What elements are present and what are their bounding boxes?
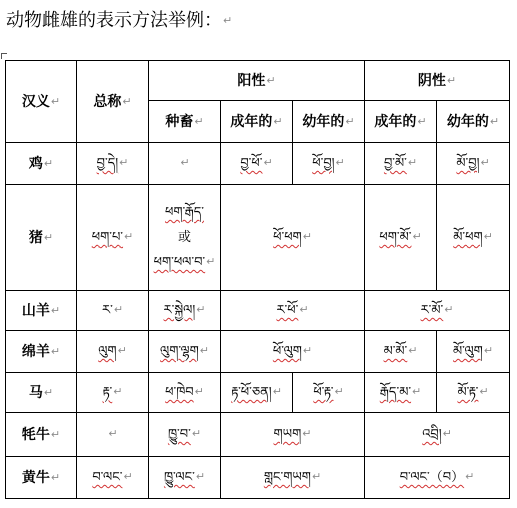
cell-mark-icon: ↵ bbox=[302, 230, 312, 243]
header-female-young-label: 幼年的 bbox=[446, 113, 489, 130]
general-term: ཕག་པ་ bbox=[91, 230, 124, 245]
general-term: བྱ་དེ། bbox=[96, 156, 119, 171]
row-male bbox=[221, 291, 365, 331]
cell-mark-icon: ↵ bbox=[345, 114, 355, 128]
row-breeding bbox=[149, 143, 221, 185]
cell-mark-icon: ↵ bbox=[442, 427, 452, 440]
header-general-label: 总称 bbox=[93, 93, 122, 110]
table-row bbox=[6, 331, 510, 373]
header-male-young-label: 幼年的 bbox=[302, 113, 345, 130]
male-young-term: ཕོ་བྱ། bbox=[312, 156, 335, 171]
cell-mark-icon: ↵ bbox=[199, 344, 209, 357]
breeding-term-2: ཕག་ཕལ་བ་ bbox=[153, 255, 206, 270]
header-general bbox=[77, 61, 149, 143]
breeding-term-1: ཕག་རྒོད་ bbox=[165, 205, 204, 220]
document-title-text: 动物雌雄的表示方法举例： bbox=[6, 10, 222, 31]
row-general bbox=[77, 373, 149, 413]
row-meaning bbox=[6, 185, 77, 291]
row-meaning-text: 鸡 bbox=[28, 155, 43, 172]
row-general bbox=[77, 413, 149, 457]
cell-mark-icon: ↵ bbox=[272, 385, 282, 398]
cell-mark-icon: ↵ bbox=[417, 114, 427, 128]
cell-mark-icon: ↵ bbox=[195, 470, 206, 483]
cell-mark-icon: ↵ bbox=[444, 303, 454, 316]
cell-mark-icon: ↵ bbox=[50, 303, 61, 317]
row-breeding bbox=[149, 457, 221, 499]
cell-mark-icon: ↵ bbox=[194, 385, 204, 398]
header-male-label: 阳性 bbox=[237, 72, 266, 89]
row-male bbox=[221, 331, 365, 373]
cell-mark-icon: ↵ bbox=[43, 156, 54, 170]
female-young-term: མོ་བྱ། bbox=[456, 156, 480, 171]
general-term: རྟ་ bbox=[102, 385, 113, 400]
row-meaning bbox=[6, 291, 77, 331]
header-breeding bbox=[149, 101, 221, 143]
cell-mark-icon: ↵ bbox=[446, 73, 457, 87]
cell-mark-icon: ↵ bbox=[465, 470, 475, 483]
row-male-adult bbox=[221, 143, 293, 185]
row-male-adult bbox=[221, 373, 293, 413]
breeding-term: ལུག་ལྷག bbox=[160, 344, 199, 359]
header-female bbox=[365, 61, 510, 101]
document-title bbox=[6, 10, 232, 32]
cell-mark-icon: ↵ bbox=[180, 156, 190, 169]
row-male bbox=[221, 457, 365, 499]
cell-mark-icon: ↵ bbox=[311, 470, 322, 483]
general-term: ལུག bbox=[98, 344, 117, 359]
breeding-term: ཁྱུ་ལང་ bbox=[163, 470, 195, 485]
row-male bbox=[221, 413, 365, 457]
header-female-adult-label: 成年的 bbox=[374, 113, 417, 130]
male-term: གཡག bbox=[273, 427, 302, 442]
row-female-young bbox=[437, 331, 510, 373]
row-general bbox=[77, 185, 149, 291]
cell-mark-icon: ↵ bbox=[113, 385, 123, 398]
row-female bbox=[365, 413, 510, 457]
female-young-term: མོ་ལུག bbox=[453, 344, 483, 359]
general-term: བ་ལང་ bbox=[92, 470, 123, 485]
female-term: ར་མོ་ bbox=[420, 303, 444, 318]
header-breeding-label: 种畜 bbox=[165, 113, 194, 130]
header-meaning-label: 汉义 bbox=[21, 93, 50, 110]
cell-mark-icon: ↵ bbox=[50, 344, 61, 358]
header-female-adult bbox=[365, 101, 437, 143]
cell-mark-icon: ↵ bbox=[302, 427, 312, 440]
cell-mark-icon: ↵ bbox=[117, 344, 127, 357]
row-male-young bbox=[293, 143, 365, 185]
cell-mark-icon: ↵ bbox=[43, 230, 54, 244]
header-male-adult-label: 成年的 bbox=[230, 113, 273, 130]
row-breeding bbox=[149, 413, 221, 457]
row-meaning-text: 猪 bbox=[28, 229, 43, 246]
female-adult-term: ཕག་མོ་ bbox=[379, 230, 412, 245]
male-term: ཕོ་ལུག bbox=[272, 344, 302, 359]
header-male-young bbox=[293, 101, 365, 143]
header-meaning bbox=[6, 61, 77, 143]
row-general bbox=[77, 457, 149, 499]
row-meaning-text: 绵羊 bbox=[21, 343, 50, 360]
cell-mark-icon: ↵ bbox=[194, 114, 204, 128]
female-young-term: མོ་ཕག bbox=[453, 230, 483, 245]
table-row bbox=[6, 143, 510, 185]
male-adult-term: རྟ་ཕོ་ཅན། bbox=[231, 385, 272, 400]
cell-mark-icon: ↵ bbox=[50, 94, 61, 108]
row-female-adult bbox=[365, 373, 437, 413]
cell-mark-icon: ↵ bbox=[263, 156, 273, 169]
cell-mark-icon: ↵ bbox=[479, 385, 489, 398]
row-female-adult bbox=[365, 143, 437, 185]
row-female bbox=[365, 291, 510, 331]
header-row-1 bbox=[6, 61, 510, 101]
table-row bbox=[6, 413, 510, 457]
male-term: ར་ཕོ་ bbox=[276, 303, 299, 318]
row-female-adult bbox=[365, 185, 437, 291]
male-young-term: ཕོ་རྟ་ bbox=[313, 385, 334, 400]
breeding-term: ཁྱུ་བ་ bbox=[167, 427, 191, 442]
cell-mark-icon: ↵ bbox=[124, 230, 134, 243]
cell-mark-icon: ↵ bbox=[206, 255, 216, 268]
header-female-label: 阴性 bbox=[417, 72, 446, 89]
row-general bbox=[77, 291, 149, 331]
cell-mark-icon: ↵ bbox=[50, 470, 61, 484]
row-female bbox=[365, 457, 510, 499]
cell-mark-icon: ↵ bbox=[196, 303, 206, 316]
general-term: ར་ bbox=[101, 303, 113, 318]
male-term: གླང་གཡག bbox=[263, 470, 311, 485]
female-adult-term: རྒོད་མ་ bbox=[379, 385, 412, 400]
table-row bbox=[6, 185, 510, 291]
row-meaning-text: 黄牛 bbox=[21, 469, 50, 486]
breeding-options bbox=[154, 200, 216, 275]
row-male-young bbox=[293, 373, 365, 413]
row-female-adult bbox=[365, 331, 437, 373]
table-row bbox=[6, 457, 510, 499]
row-breeding bbox=[149, 373, 221, 413]
cell-mark-icon: ↵ bbox=[483, 344, 494, 357]
row-meaning bbox=[6, 331, 77, 373]
header-male bbox=[149, 61, 365, 101]
cell-mark-icon: ↵ bbox=[113, 303, 124, 316]
gender-table bbox=[5, 60, 510, 499]
cell-mark-icon: ↵ bbox=[335, 156, 345, 169]
cell-mark-icon: ↵ bbox=[122, 94, 132, 108]
row-breeding bbox=[149, 185, 221, 291]
cell-mark-icon: ↵ bbox=[412, 230, 422, 243]
cell-mark-icon: ↵ bbox=[108, 427, 118, 440]
row-meaning-text: 山羊 bbox=[21, 302, 50, 319]
cell-mark-icon: ↵ bbox=[407, 156, 418, 169]
cell-mark-icon: ↵ bbox=[480, 156, 490, 169]
cell-mark-icon: ↵ bbox=[191, 427, 202, 440]
row-meaning-text: 牦牛 bbox=[21, 426, 50, 443]
row-breeding bbox=[149, 331, 221, 373]
female-young-term: མོ་རྟ་ bbox=[457, 385, 479, 400]
cell-mark-icon: ↵ bbox=[123, 470, 133, 483]
row-meaning bbox=[6, 143, 77, 185]
breeding-or-label: 或 bbox=[177, 230, 191, 245]
cell-mark-icon: ↵ bbox=[266, 73, 276, 87]
row-female-young bbox=[437, 373, 510, 413]
female-adult-term: མ་མོ་ bbox=[383, 344, 408, 359]
row-general bbox=[77, 143, 149, 185]
row-female-young bbox=[437, 143, 510, 185]
male-term: ཕོ་ཕག bbox=[273, 230, 302, 245]
breeding-term: ར་སྐྱེལ། bbox=[163, 303, 196, 318]
table-row bbox=[6, 373, 510, 413]
breeding-term: ཕ་ཁེབ bbox=[165, 385, 194, 400]
row-meaning bbox=[6, 413, 77, 457]
cell-mark-icon: ↵ bbox=[408, 344, 418, 357]
cell-mark-icon: ↵ bbox=[273, 114, 283, 128]
row-meaning bbox=[6, 373, 77, 413]
table-anchor-icon bbox=[1, 53, 7, 59]
row-breeding bbox=[149, 291, 221, 331]
cell-mark-icon: ↵ bbox=[50, 427, 61, 441]
cell-mark-icon: ↵ bbox=[483, 230, 493, 243]
female-term: འབྲི། bbox=[422, 427, 442, 442]
header-female-young bbox=[437, 101, 510, 143]
row-general bbox=[77, 331, 149, 373]
cell-mark-icon: ↵ bbox=[334, 385, 344, 398]
cell-mark-icon: ↵ bbox=[299, 303, 309, 316]
female-term: བ་ལང་（བ） bbox=[399, 470, 465, 485]
header-male-adult bbox=[221, 101, 293, 143]
row-female-young bbox=[437, 185, 510, 291]
cell-mark-icon: ↵ bbox=[412, 385, 422, 398]
cell-mark-icon: ↵ bbox=[43, 385, 54, 399]
cell-mark-icon: ↵ bbox=[302, 344, 313, 357]
row-meaning-text: 马 bbox=[28, 384, 43, 401]
cell-mark-icon: ↵ bbox=[489, 114, 500, 128]
table-row bbox=[6, 291, 510, 331]
female-adult-term: བྱ་མོ་ bbox=[383, 156, 407, 171]
male-adult-term: བྱ་ཕོ་ bbox=[240, 156, 263, 171]
cell-mark-icon: ↵ bbox=[119, 156, 129, 169]
row-male bbox=[221, 185, 365, 291]
row-meaning bbox=[6, 457, 77, 499]
paragraph-mark-icon: ↵ bbox=[223, 14, 233, 27]
